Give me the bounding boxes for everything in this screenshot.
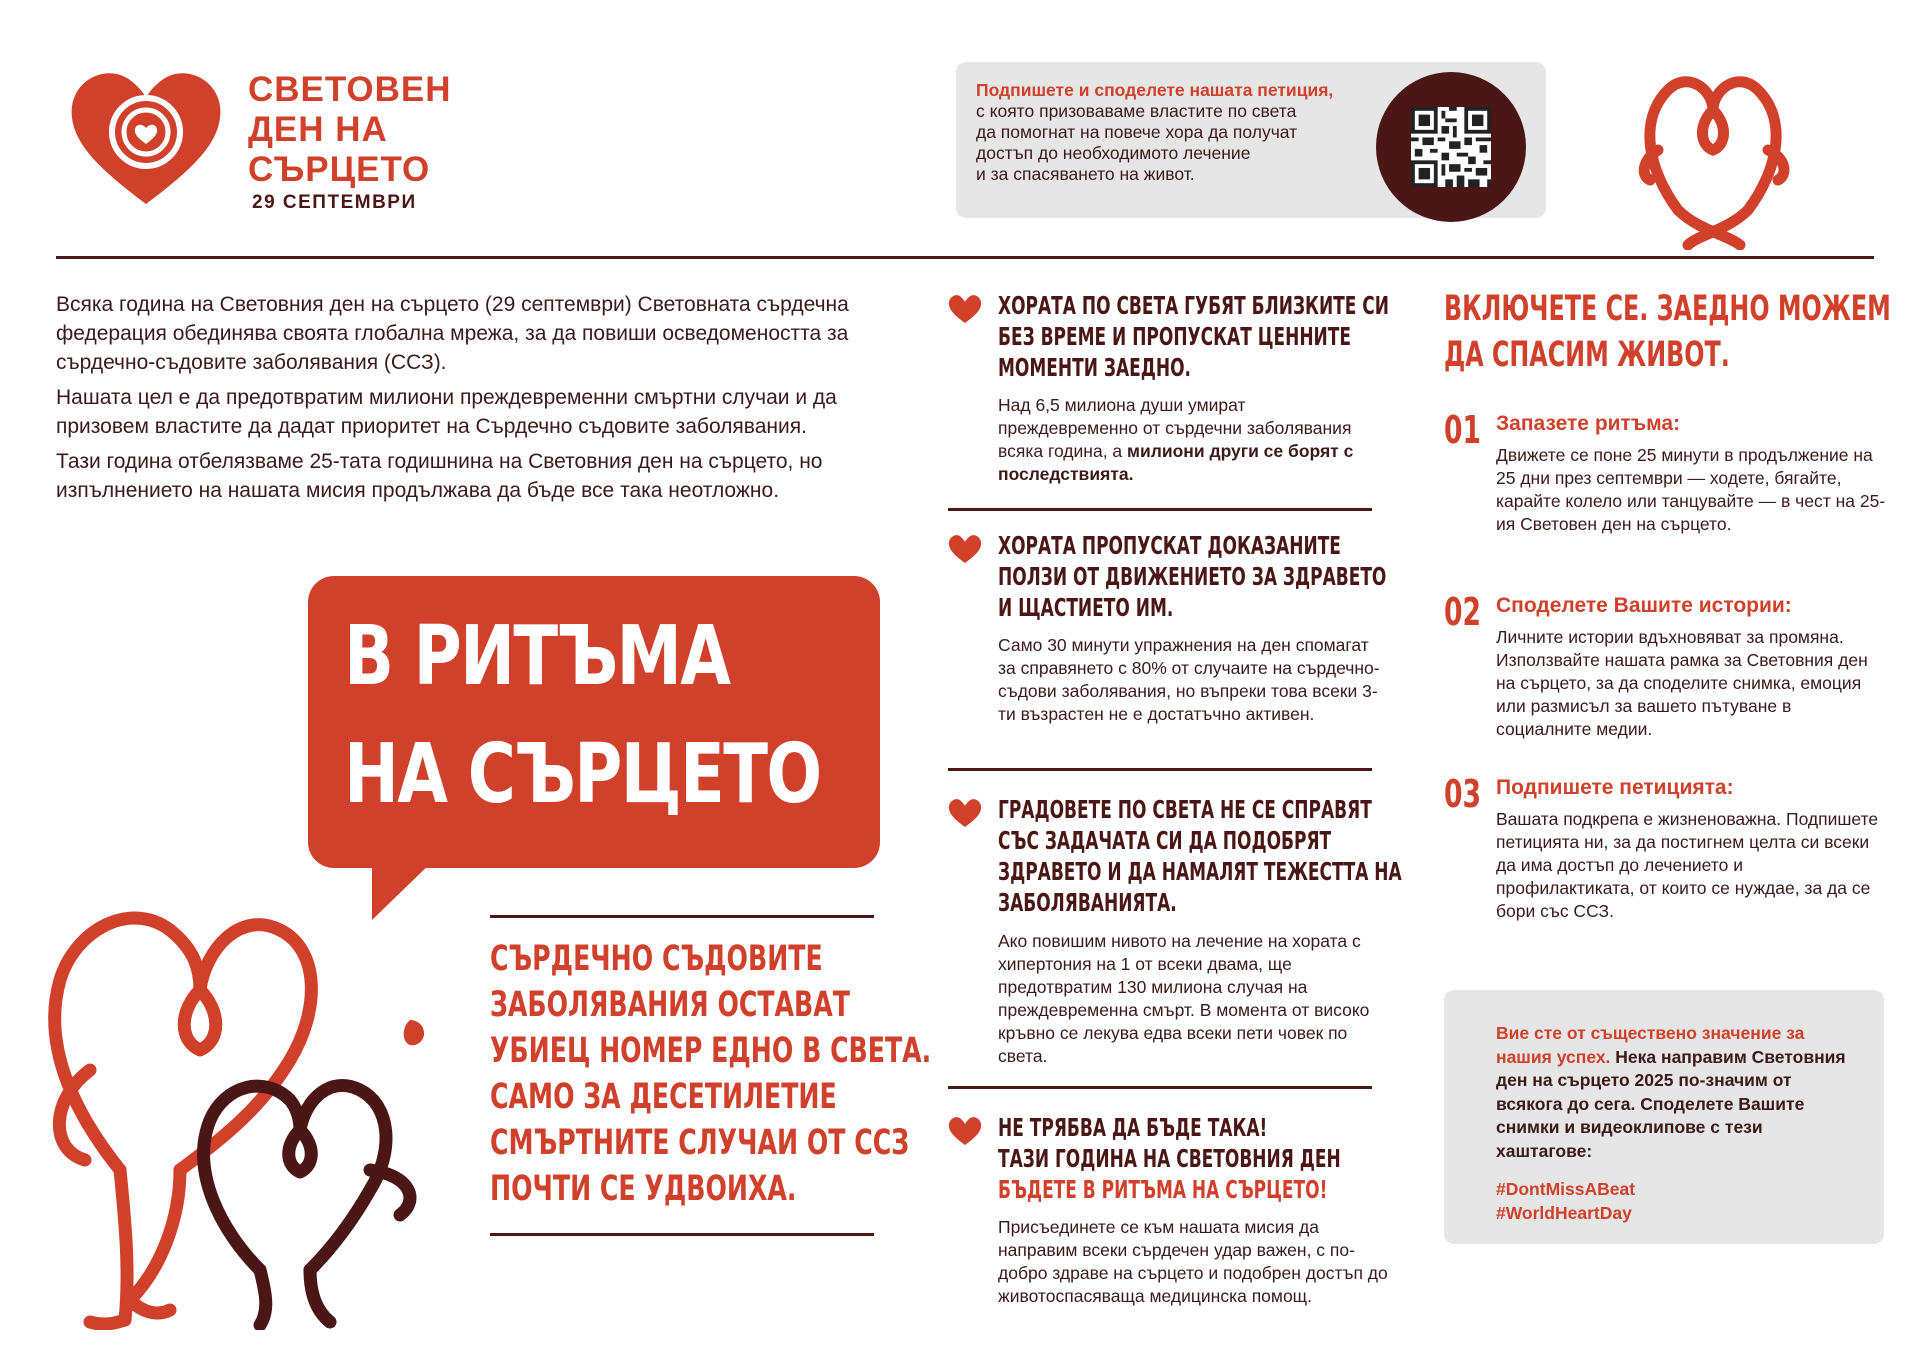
fact-block — [948, 1112, 1388, 1342]
intro-paragraph: Нашата цел е да предотвратим милиони преждевременни смъртни случаи и да призовем властите да дадат приоритет на Сърдечно съдовите заболявания. — [56, 386, 837, 438]
logo-title — [248, 70, 452, 190]
petition-lead: Подпишете и споделете нашата петиция, — [976, 80, 1334, 100]
fact-block — [948, 794, 1402, 1084]
intro-text — [56, 290, 856, 511]
step-number: 03 — [1444, 772, 1482, 816]
fact-heading-line: НЕ ТРЯБВА ДА БЪДЕ ТАКА! — [998, 1113, 1268, 1142]
fact-divider — [948, 508, 1372, 511]
statement-line: САМО ЗА ДЕСЕТИЛЕТИЕ — [490, 1077, 837, 1117]
step-number: 01 — [1444, 408, 1482, 452]
heart-logo-icon — [68, 68, 224, 208]
fact-heading-line: БЕЗ ВРЕМЕ И ПРОПУСКАТ ЦЕННИТЕ — [998, 322, 1351, 351]
heart-icon — [948, 798, 982, 828]
statement-line: ЗАБОЛЯВАНИЯ ОСТАВАТ — [490, 985, 850, 1025]
fact-block — [948, 290, 1389, 490]
fact-heading-line: ЗАБОЛЯВАНИЯТА. — [998, 888, 1177, 917]
intro-paragraph: Всяка година на Световния ден на сърцето (29 септември) Световната сърдечна федерация обединява своята глобална мрежа, за да повиши осведомеността за сърдечно-съдовите заболявания (ССЗ). — [56, 293, 849, 374]
fact-body: Само 30 минути упражнения на ден спомагат за справянето с 80% от случаите на сърдечно-съдови заболявания, но въпреки това всеки 3-ти възрастен не е достатъчно активен. — [998, 635, 1380, 724]
fact-heading-highlight: БЪДЕТЕ В РИТЪМА НА СЪРЦЕТО! — [998, 1175, 1328, 1204]
hashtags — [1496, 1178, 1635, 1225]
fact-body: Присъединете се към нашата мисия да направим всеки сърдечен удар важен, с по-добро здраве на сърцето и подобрен достъп до животоспасяваща медицинска помощ. — [998, 1217, 1388, 1306]
fact-heading — [998, 290, 1406, 383]
statement-line: СЪРДЕЧНО СЪДОВИТЕ — [490, 939, 823, 979]
step-body: Личните истории вдъхновяват за промяна. Използвайте нашата рамка за Световния ден на сърцето, за да споделите снимка, емоция или размисъл за вашето пътуване в социалните медии. — [1496, 627, 1868, 739]
statement-divider — [490, 1233, 874, 1236]
petition-line: с която призоваваме властите по света — [976, 101, 1297, 121]
fact-heading-line: И ЩАСТИЕТО ИМ. — [998, 593, 1174, 622]
hashtag-link[interactable]: #DontMissABeat — [1496, 1179, 1636, 1199]
slogan-line: НА СЪРЦЕТО — [344, 727, 821, 822]
fact-heading-line: ТАЗИ ГОДИНА НА СВЕТОВНИЯ ДЕН — [998, 1144, 1341, 1173]
hashtag-panel — [1444, 990, 1884, 1244]
call-to-action-title — [1444, 286, 1891, 378]
cta-title-line: ДА СПАСИМ ЖИВОТ. — [1444, 335, 1730, 375]
step-item — [1444, 590, 1884, 760]
heart-icon — [948, 534, 982, 564]
fact-body: Ако повишим нивото на лечение на хората с хипертония на 1 от всеки двама, ще предотвратим 130 милиона случая на преждевременна смърт. В момента от високо кръвно се лекува едва всеки пети човек по света. — [998, 931, 1370, 1066]
step-item — [1444, 772, 1884, 942]
petition-line: да помогнат на повече хора да получат — [976, 122, 1298, 142]
fact-divider — [948, 1086, 1372, 1089]
step-body: Движете се поне 25 минути в продължение на 25 дни през септември — ходете, бягайте, карайте колело или танцувайте — в чест на 25-ия Световен ден на сърцето. — [1496, 445, 1886, 534]
petition-line: и за спасяването на живот. — [976, 164, 1195, 184]
logo-title-line: СВЕТОВЕН — [248, 70, 452, 109]
fact-heading-line: ЗДРАВЕТО И ДА НАМАЛЯТ ТЕЖЕСТТА НА — [998, 857, 1402, 886]
petition-panel — [956, 62, 1546, 218]
fact-heading — [998, 794, 1406, 918]
heart-mascot-red — [1628, 50, 1798, 250]
qr-code-badge[interactable] — [1376, 72, 1526, 222]
heart-icon — [948, 294, 982, 324]
step-title: Подпишете петицията: — [1496, 776, 1734, 799]
fact-body-text: Над 6,5 милиона души умират преждевременно от сърдечни заболявания всяка година, а — [998, 395, 1352, 461]
cta-title-line: ВКЛЮЧЕТЕ СЕ. ЗАЕДНО МОЖЕМ — [1444, 289, 1891, 329]
petition-text — [976, 80, 1396, 185]
hashtag-panel-lead: Вие сте от съществено значение за нашия успех. — [1496, 1023, 1805, 1067]
step-number: 02 — [1444, 590, 1482, 634]
fact-heading-line: СЪС ЗАДАЧАТА СИ ДА ПОДОБРЯТ — [998, 826, 1332, 855]
statement-line: УБИЕЦ НОМЕР ЕДНО В СВЕТА. — [490, 1031, 932, 1071]
step-title: Споделете Вашите истории: — [1496, 594, 1792, 617]
step-item — [1444, 408, 1884, 568]
statement-line: ПОЧТИ СЕ УДВОИХА. — [490, 1169, 797, 1209]
step-title: Запазете ритъма: — [1496, 412, 1681, 435]
step-body: Вашата подкрепа е жизненоважна. Подпишете петицията ни, за да постигнем целта си всеки да има достъп до лечението и профилактиката, от които се нуждае, за да се бори със ССЗ. — [1496, 809, 1879, 921]
qr-code[interactable] — [1411, 107, 1491, 187]
fact-heading-line: ГРАДОВЕТЕ ПО СВЕТА НЕ СЕ СПРАВЯТ — [998, 795, 1372, 824]
fact-body-bold: милиони други се борят с последствията. — [998, 441, 1354, 484]
petition-line: достъп до необходимото лечение — [976, 143, 1251, 163]
statement — [490, 936, 932, 1212]
slogan-line: В РИТЪМА — [344, 609, 730, 704]
statement-divider — [490, 915, 874, 918]
logo — [68, 68, 468, 218]
fact-heading-line: ХОРАТА ПО СВЕТА ГУБЯТ БЛИЗКИТЕ СИ — [998, 291, 1389, 320]
fact-divider — [948, 768, 1372, 771]
header-divider — [56, 256, 1874, 259]
intro-paragraph: Тази година отбелязваме 25-тата годишнина на Световния ден на сърцето, но изпълнението на нашата мисия продължава да бъде все така неотложно. — [56, 450, 823, 502]
statement-line: СМЪРТНИТЕ СЛУЧАИ ОТ ССЗ — [490, 1123, 910, 1163]
fact-heading — [998, 530, 1406, 623]
hashtag-panel-rest: Нека направим Световния ден на сърцето 2025 по-значим от всякога до сега. Споделете Вашите снимки и видеоклипове с тези хаштагове: — [1496, 1046, 1846, 1161]
logo-title-line: ДЕН НА — [248, 110, 388, 149]
slogan-bubble — [308, 576, 880, 868]
fact-body — [998, 394, 1388, 486]
fact-heading-line: МОМЕНТИ ЗАЕДНО. — [998, 353, 1192, 382]
fact-block — [948, 530, 1387, 760]
heart-icon — [948, 1116, 982, 1146]
logo-title-line: СЪРЦЕТО — [248, 150, 431, 189]
fact-heading — [998, 1112, 1406, 1205]
logo-date: 29 СЕПТЕМВРИ — [252, 192, 417, 213]
slogan-title — [344, 598, 821, 834]
hashtag-link[interactable]: #WorldHeartDay — [1496, 1202, 1632, 1223]
heart-mascots — [30, 870, 450, 1330]
heart-mascot-red — [55, 918, 312, 1324]
hashtag-panel-text — [1496, 1022, 1856, 1163]
fact-heading-line: ХОРАТА ПРОПУСКАТ ДОКАЗАНИТЕ — [998, 531, 1341, 560]
fact-heading-line: ПОЛЗИ ОТ ДВИЖЕНИЕТО ЗА ЗДРАВЕТО — [998, 562, 1387, 591]
